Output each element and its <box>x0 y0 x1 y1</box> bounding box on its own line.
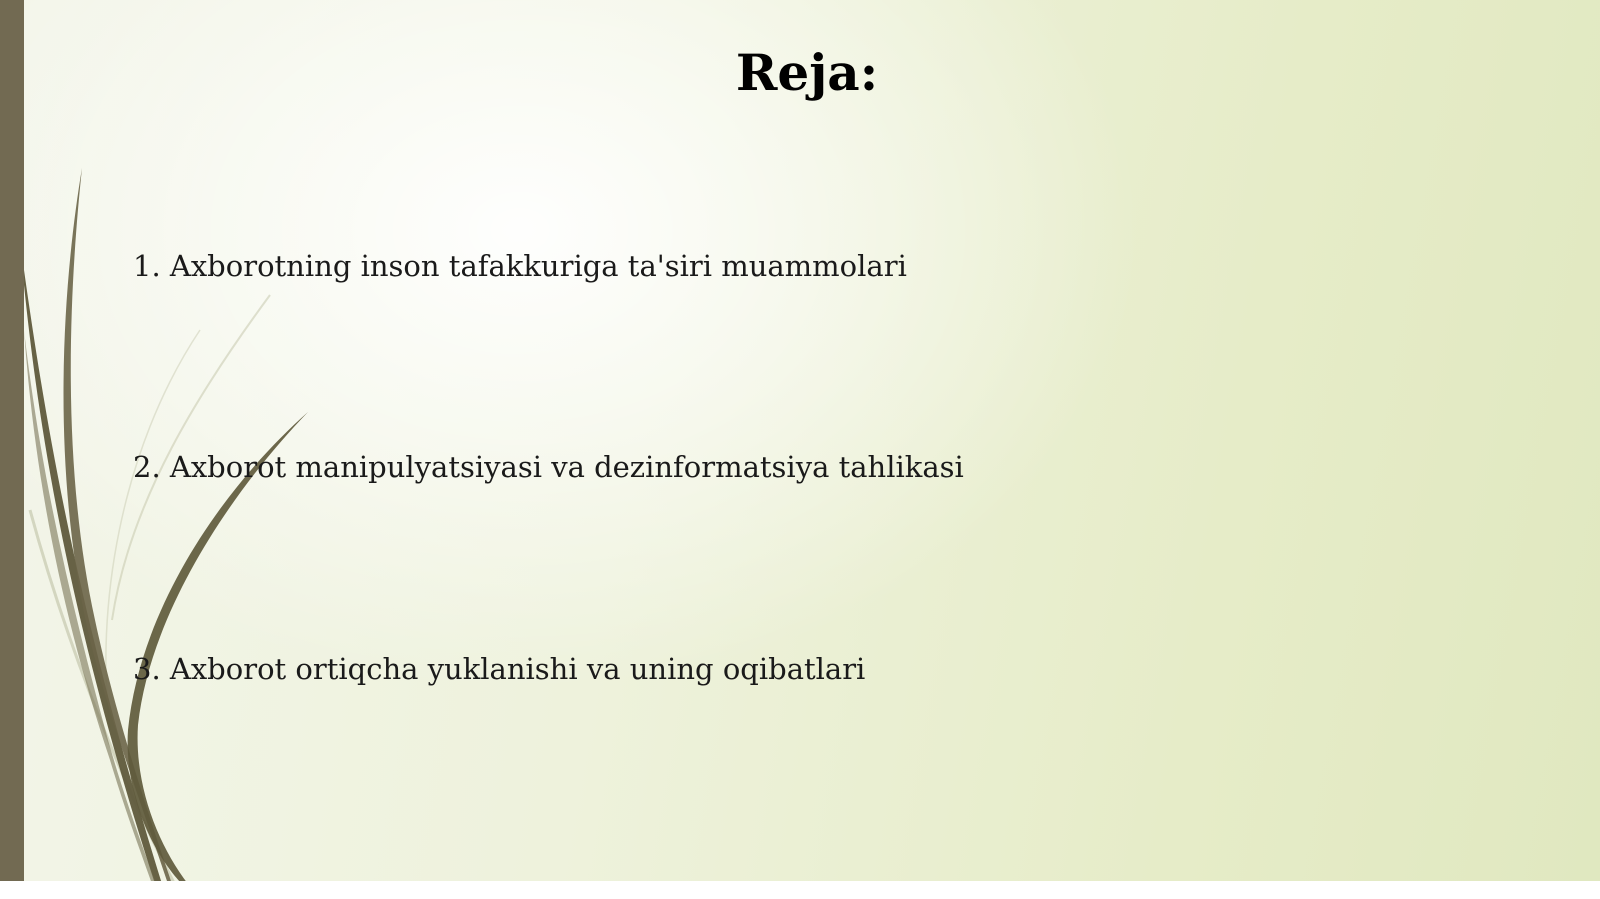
plan-item-3: 3. Axborot ortiqcha yuklanishi va uning oqibatlari <box>133 652 866 686</box>
plan-item-2: 2. Axborot manipulyatsiyasi va dezinformatsiya tahlikasi <box>133 450 964 484</box>
bottom-strip <box>0 881 1600 899</box>
slide-title: Reja: <box>735 43 879 102</box>
plan-item-1: 1. Axborotning inson tafakkuriga ta'siri muammolari <box>133 249 907 283</box>
